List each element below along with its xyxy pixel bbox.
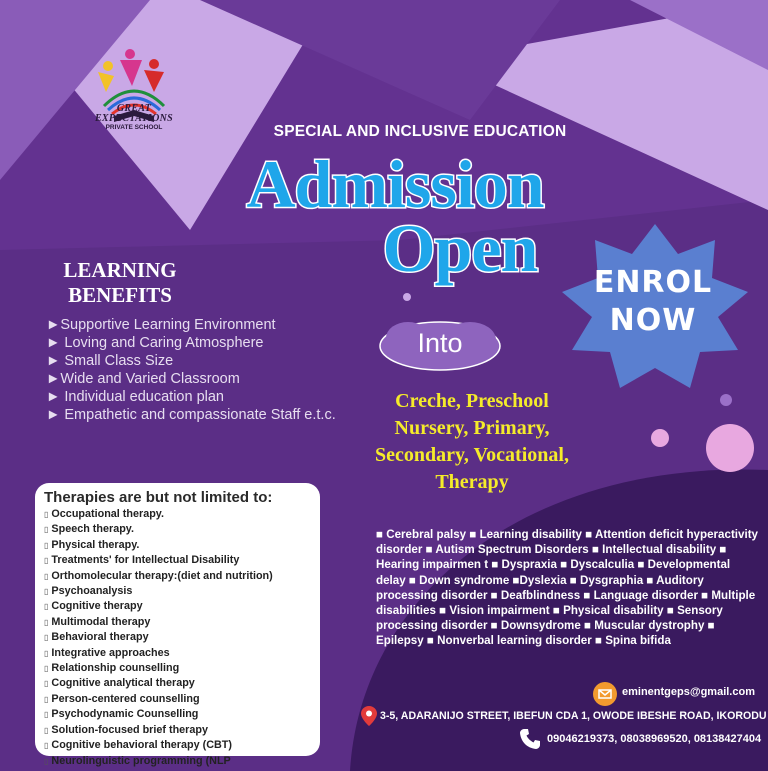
benefit-item: ►Supportive Learning Environment	[46, 317, 276, 333]
therapy-item: ▯ Speech therapy.	[44, 522, 324, 537]
learning-benefits-title	[40, 258, 200, 308]
address: 3-5, ADARANIJO STREET, IBEFUN CDA 1, OWODE IBESHE ROAD, IKORODU	[380, 710, 767, 722]
therapy-item: ▯ Person-centered counselling	[44, 692, 324, 707]
therapies-list	[44, 507, 324, 769]
therapy-item: ▯ Behavioral therapy	[44, 630, 324, 645]
email-icon	[593, 682, 617, 706]
therapy-item: ▯ Multimodal therapy	[44, 615, 324, 630]
therapy-item: ▯ Neurolinguistic programming (NLP	[44, 754, 324, 769]
logo-school-name: GREAT EXPECTATIONS	[94, 103, 174, 124]
therapy-item: ▯ Cognitive therapy	[44, 599, 324, 614]
therapy-item: ▯ Cognitive analytical therapy	[44, 676, 324, 691]
into-label: Into	[417, 328, 463, 358]
enrol-line1: ENROL	[593, 265, 713, 300]
therapy-item: ▯ Treatments' for Intellectual Disability	[44, 553, 324, 568]
benefit-item: ► Empathetic and compassionate Staff e.t.c.	[46, 407, 336, 423]
logo-school-sub: PRIVATE SCHOOL	[105, 124, 163, 131]
therapy-item: ▯ Integrative approaches	[44, 646, 324, 661]
therapy-item: ▯ Cognitive behavioral therapy (CBT)	[44, 738, 324, 753]
headline-open: Open	[382, 210, 538, 286]
phone-numbers[interactable]: 09046219373, 08038969520, 08138427404	[547, 733, 762, 745]
programs-list	[322, 388, 622, 496]
benefits-list	[46, 316, 336, 424]
enrol-now-text[interactable]	[578, 264, 728, 340]
therapy-item: ▯ Relationship counselling	[44, 661, 324, 676]
email-address[interactable]: eminentgeps@gmail.com	[622, 686, 755, 698]
enrol-line2: NOW	[609, 303, 697, 338]
therapy-item: ▯ Orthomolecular therapy:(diet and nutrition)	[44, 569, 324, 584]
headline-admission: Admission	[246, 146, 544, 222]
subtitle: SPECIAL AND INCLUSIVE EDUCATION	[273, 123, 567, 140]
program-line: Creche, Preschool	[395, 390, 549, 412]
logo-text	[84, 104, 184, 132]
therapy-item: ▯ Solution-focused brief therapy	[44, 723, 324, 738]
benefit-item: ► Loving and Caring Atmosphere	[46, 335, 264, 351]
benefit-item: ► Individual education plan	[46, 389, 225, 405]
program-line: Therapy	[435, 471, 509, 493]
therapy-item: ▯ Physical therapy.	[44, 538, 324, 553]
program-line: Nursery, Primary,	[394, 417, 550, 439]
therapy-item: ▯ Psychoanalysis	[44, 584, 324, 599]
therapy-item: ▯ Psychodynamic Counselling	[44, 707, 324, 722]
therapy-item: ▯ Occupational therapy.	[44, 507, 324, 522]
therapies-title: Therapies are but not limited to:	[44, 489, 273, 506]
lb-title-line2: BENEFITS	[68, 283, 172, 307]
benefit-item: ►Wide and Varied Classroom	[46, 371, 240, 387]
phone-icon	[518, 727, 542, 751]
lb-title-line1: LEARNING	[63, 258, 177, 282]
program-line: Secondary, Vocational,	[375, 444, 569, 466]
benefit-item: ► Small Class Size	[46, 353, 174, 369]
conditions-list: ■ Cerebral palsy ■ Learning disability ■ Attention deficit hyperactivity disorder ■ Autism Spectrum Disorders ■ Intellectual disability ■ Hearing impairmen t ■ Dyspraxia ■ Dyscalculia ■ Developmental delay ■ Down syndrome ■Dyslexia ■ Dysgraphia ■ Auditory processing disorder ■ Deafblindness ■ Language disorder ■ Multiple disabilities ■ Vision impairment ■ Physical disability ■ Sensory processing disorder ■ Downsydrome ■ Muscular dystrophy ■ Epilepsy ■ Nonverbal learning disorder ■ Spina bifida	[376, 528, 759, 648]
location-pin-icon	[361, 706, 377, 726]
